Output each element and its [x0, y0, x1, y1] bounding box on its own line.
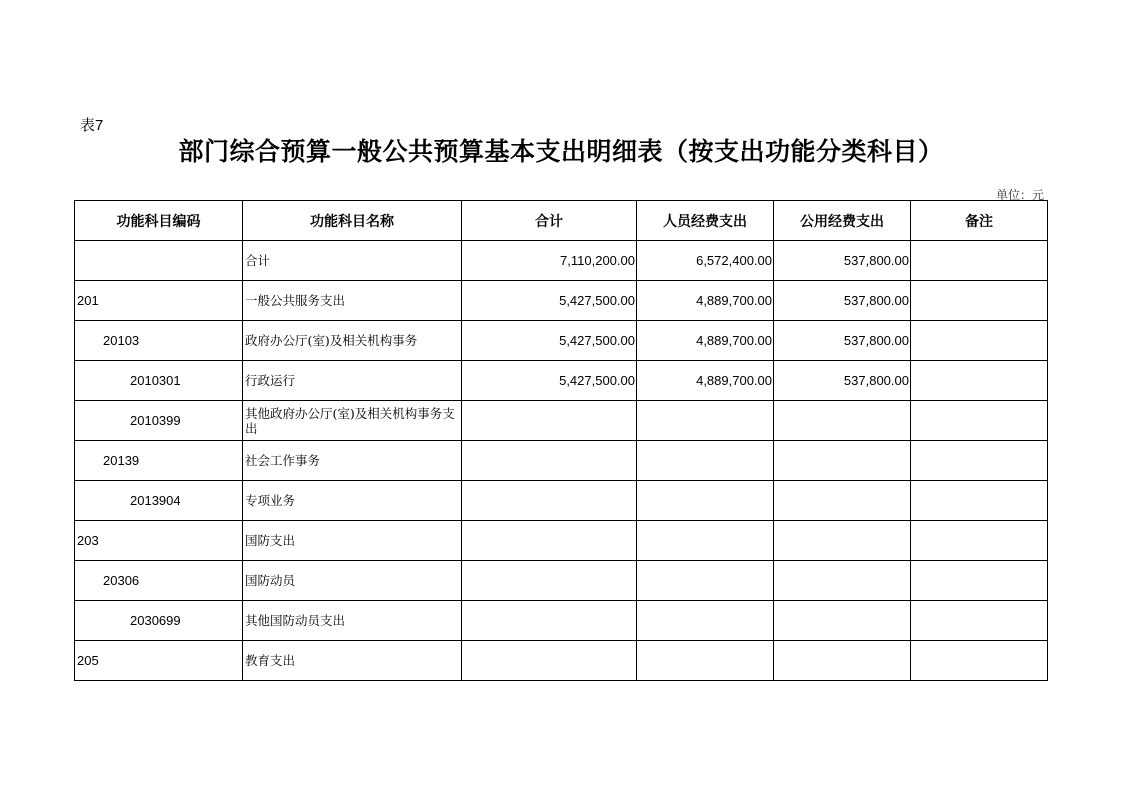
- cell-total: 5,427,500.00: [462, 321, 637, 361]
- table-row: [75, 281, 1048, 321]
- cell-note: [911, 481, 1048, 521]
- cell-personnel: [637, 521, 774, 561]
- cell-public: [774, 481, 911, 521]
- cell-total: [462, 601, 637, 641]
- table-row: [75, 521, 1048, 561]
- table-row: [75, 401, 1048, 441]
- table-row: [75, 641, 1048, 681]
- header-personnel: 人员经费支出: [637, 201, 774, 241]
- cell-note: [911, 601, 1048, 641]
- budget-table: [74, 200, 1048, 681]
- cell-public: [774, 641, 911, 681]
- cell-personnel: [637, 441, 774, 481]
- cell-code: 205: [75, 641, 243, 681]
- cell-personnel: [637, 641, 774, 681]
- cell-name: 政府办公厅(室)及相关机构事务: [243, 321, 462, 361]
- cell-name: 合计: [243, 241, 462, 281]
- cell-total: [462, 641, 637, 681]
- header-row: [75, 201, 1048, 241]
- cell-total: 5,427,500.00: [462, 281, 637, 321]
- cell-total: [462, 441, 637, 481]
- cell-name: 其他政府办公厅(室)及相关机构事务支出: [243, 401, 462, 441]
- cell-personnel: 6,572,400.00: [637, 241, 774, 281]
- cell-note: [911, 641, 1048, 681]
- cell-note: [911, 321, 1048, 361]
- cell-code: 20139: [75, 441, 243, 481]
- cell-note: [911, 401, 1048, 441]
- header-public: 公用经费支出: [774, 201, 911, 241]
- table-row: [75, 561, 1048, 601]
- table-row: [75, 481, 1048, 521]
- cell-code: 20103: [75, 321, 243, 361]
- cell-note: [911, 281, 1048, 321]
- table-row: [75, 441, 1048, 481]
- table-row: [75, 241, 1048, 281]
- cell-total: [462, 521, 637, 561]
- cell-public: [774, 561, 911, 601]
- header-total: 合计: [462, 201, 637, 241]
- cell-total: [462, 401, 637, 441]
- cell-personnel: [637, 601, 774, 641]
- cell-name: 一般公共服务支出: [243, 281, 462, 321]
- cell-code: 203: [75, 521, 243, 561]
- cell-code: 2013904: [75, 481, 243, 521]
- table-number: 表7: [80, 117, 104, 134]
- cell-name: 国防支出: [243, 521, 462, 561]
- cell-name: 其他国防动员支出: [243, 601, 462, 641]
- table-row: [75, 361, 1048, 401]
- cell-note: [911, 361, 1048, 401]
- cell-code: 201: [75, 281, 243, 321]
- unit-label: 单位：元: [995, 188, 1044, 202]
- header-name: 功能科目名称: [243, 201, 462, 241]
- cell-personnel: [637, 561, 774, 601]
- cell-public: [774, 601, 911, 641]
- cell-name: 国防动员: [243, 561, 462, 601]
- cell-note: [911, 441, 1048, 481]
- cell-personnel: 4,889,700.00: [637, 361, 774, 401]
- cell-public: [774, 401, 911, 441]
- table-row: [75, 601, 1048, 641]
- cell-code: [75, 241, 243, 281]
- cell-note: [911, 561, 1048, 601]
- cell-public: 537,800.00: [774, 241, 911, 281]
- cell-name: 专项业务: [243, 481, 462, 521]
- cell-public: [774, 521, 911, 561]
- page-title: 部门综合预算一般公共预算基本支出明细表（按支出功能分类科目）: [178, 137, 944, 166]
- cell-note: [911, 241, 1048, 281]
- cell-code: 2030699: [75, 601, 243, 641]
- cell-name: 行政运行: [243, 361, 462, 401]
- header-code: 功能科目编码: [75, 201, 243, 241]
- cell-name: 社会工作事务: [243, 441, 462, 481]
- cell-public: 537,800.00: [774, 321, 911, 361]
- cell-code: 2010301: [75, 361, 243, 401]
- cell-public: 537,800.00: [774, 361, 911, 401]
- cell-personnel: [637, 481, 774, 521]
- cell-total: [462, 481, 637, 521]
- cell-total: [462, 561, 637, 601]
- cell-personnel: 4,889,700.00: [637, 321, 774, 361]
- cell-personnel: 4,889,700.00: [637, 281, 774, 321]
- table-row: [75, 321, 1048, 361]
- cell-personnel: [637, 401, 774, 441]
- cell-name: 教育支出: [243, 641, 462, 681]
- header-note: 备注: [911, 201, 1048, 241]
- cell-note: [911, 521, 1048, 561]
- cell-code: 20306: [75, 561, 243, 601]
- cell-public: [774, 441, 911, 481]
- cell-code: 2010399: [75, 401, 243, 441]
- cell-public: 537,800.00: [774, 281, 911, 321]
- cell-total: 7,110,200.00: [462, 241, 637, 281]
- cell-total: 5,427,500.00: [462, 361, 637, 401]
